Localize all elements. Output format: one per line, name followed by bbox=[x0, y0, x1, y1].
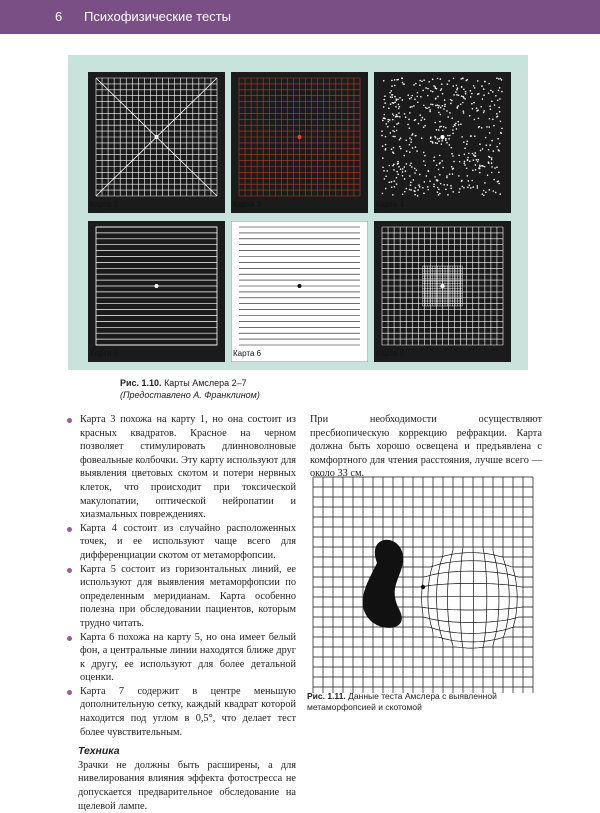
technique-paragraph: Зрачки не должны быть расширены, а для нивелирования влияния эффекта фотостресса не допускается предварительное обследование на щелевой лампе. bbox=[78, 759, 296, 812]
amsler-card-4 bbox=[374, 72, 511, 213]
amsler-card-5 bbox=[88, 221, 225, 362]
caption-number: Рис. 1.10. bbox=[120, 378, 162, 388]
card-label: Карта 5 bbox=[90, 349, 119, 358]
card-label: Карта 6 bbox=[233, 349, 262, 358]
caption-credit: (Предоставлено А. Франклином) bbox=[120, 390, 260, 400]
fixation-dot bbox=[421, 585, 425, 589]
card-pattern bbox=[96, 78, 217, 196]
card-pattern bbox=[239, 78, 360, 196]
card-label: Карта 2 bbox=[90, 200, 119, 209]
amsler-figure-panel bbox=[68, 55, 528, 370]
bullet-card-5: Карта 5 состоит из горизонтальных линий, ее используют для выявления метаморфопсии по определенным меридианам. Карта особенно полезна при обследовании пациентов, которым трудно читать. bbox=[80, 563, 296, 629]
caption-text: Данные теста Амслера с выявленной метаморфопсией и скотомой bbox=[307, 691, 497, 712]
card-label: Карта 3 bbox=[233, 200, 262, 209]
left-column bbox=[78, 413, 296, 813]
card-pattern bbox=[381, 77, 503, 196]
section-heading-technique: Техника bbox=[78, 745, 120, 758]
amsler-card-2 bbox=[88, 72, 225, 213]
figure-1-11-caption bbox=[307, 691, 547, 713]
card-label: Карта 4 bbox=[376, 200, 405, 209]
chapter-title: Психофизические тесты bbox=[84, 9, 231, 24]
amsler-card-6 bbox=[231, 221, 368, 362]
amsler-card-3 bbox=[231, 72, 368, 213]
page-number: 6 bbox=[55, 9, 63, 24]
right-paragraph: При необходимости осуществляют пресбиопическую коррекцию рефракции. Карта должна быть хорошо освещена и предъявлена с комфортного для чтения расстояния, лучше всего — около 33 см. bbox=[310, 414, 542, 480]
amsler-distortion-figure bbox=[307, 471, 539, 693]
scotoma-blob bbox=[363, 540, 404, 628]
caption-text: Карты Амслера 2–7 bbox=[161, 378, 247, 388]
page-header bbox=[0, 0, 600, 34]
figure-1-10-caption bbox=[120, 377, 260, 401]
amsler-card-7 bbox=[374, 221, 511, 362]
card-pattern bbox=[382, 227, 503, 345]
card-label: Карта 7 bbox=[376, 349, 405, 358]
card-pattern bbox=[239, 227, 360, 345]
bullet-card-4: Карта 4 состоит из случайно расположенных точек, и ее используют чаще всего для дифференциации скотом от метаморфопсии. bbox=[80, 522, 296, 561]
bullet-card-6: Карта 6 похожа на карту 5, но она имеет белый фон, а центральные линии находятся ближе друг к другу, ее используют для более детальной оценки. bbox=[80, 631, 296, 684]
caption-number: Рис. 1.11. bbox=[307, 691, 346, 701]
bullet-card-7: Карта 7 содержит в центре меньшую дополнительную сетку, каждый квадрат которой находится под углом в 0,5°, что делает тест более чувствительным. bbox=[80, 685, 296, 738]
bullet-card-3: Карта 3 похожа на карту 1, но она состоит из красных квадратов. Красное на черном позволяет стимулировать длинноволновые фовеальные колбочки. Эту карту используют для выявления цветовых скотом и потери нервных клеток, что происходит при токсической макулопатии, оптической нейропатии и хиазмальных повреждениях. bbox=[80, 414, 296, 521]
card-pattern bbox=[96, 227, 217, 345]
